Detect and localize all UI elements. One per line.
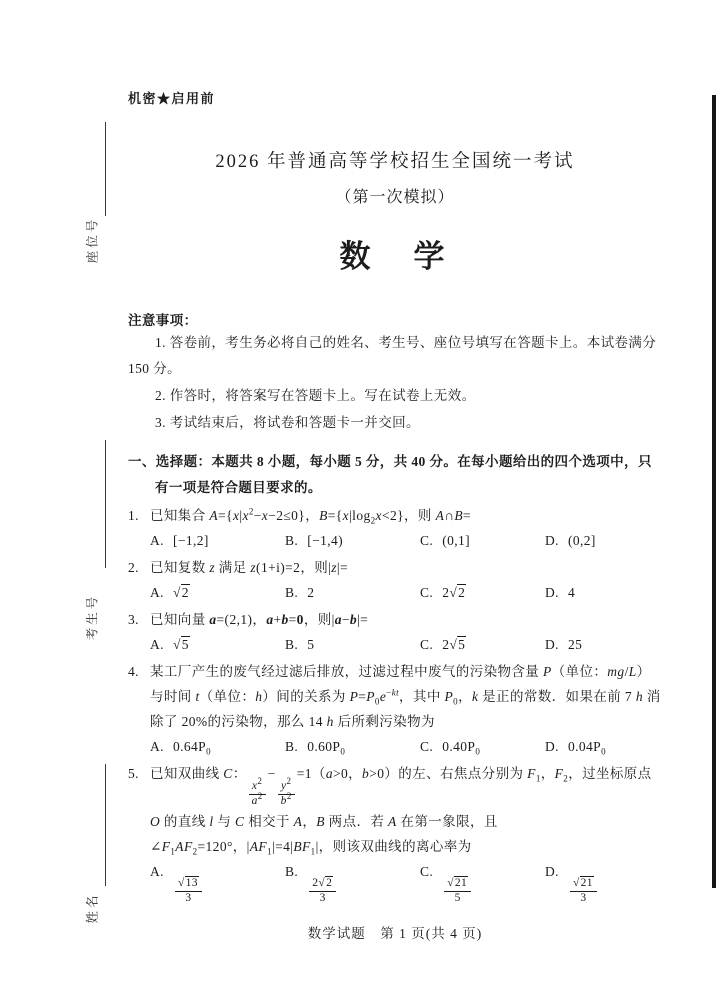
question-2-body: 已知复数 z 满足 z(1+i)=2，则|z|=: [150, 560, 348, 575]
q2-option-c: [420, 580, 545, 605]
q5-option-a: [150, 859, 285, 907]
q3-option-d-text: 25: [567, 637, 583, 652]
q5-option-d: [545, 859, 662, 907]
question-5: [128, 761, 662, 859]
exam-content: [128, 88, 662, 942]
q1-option-c-text: (0,1]: [442, 533, 471, 548]
section-heading: 一、选择题：本题共 8 小题，每小题 5 分，共 40 分。在每小题给出的四个选项中，只有一项是符合题目要求的。: [128, 454, 652, 495]
q1-option-b: [285, 528, 420, 553]
question-3-options: [150, 632, 662, 657]
q3-option-b-text: 5: [307, 637, 315, 652]
notice-item-3: 3. 考试结束后，将试卷和答题卡一并交回。: [155, 415, 420, 430]
q1-option-b-text: [−1,4): [307, 533, 344, 548]
side-label-candidate-number: 考生号: [85, 593, 100, 641]
q5-option-d-text: $\frac{√21}{3}$: [568, 864, 599, 879]
q2-option-b-text: 2: [307, 585, 315, 600]
q2-option-b: [285, 580, 420, 605]
subject-title: 数 学: [339, 239, 451, 274]
q3-option-b: [285, 632, 420, 657]
q5-option-a-label: A.: [150, 863, 164, 879]
question-1-number: 1.: [128, 508, 139, 523]
q2-option-b-label: B.: [285, 585, 299, 600]
q2-option-d-text: 4: [567, 585, 576, 600]
q5-option-b-text: $\frac{2√2}{3}$: [307, 864, 338, 879]
q2-option-d-label: D.: [545, 585, 559, 600]
q2-option-d: [545, 580, 662, 605]
q2-option-c-text: 2√2: [442, 585, 466, 600]
question-2-number: 2.: [128, 560, 139, 575]
q1-option-a: [150, 528, 285, 553]
question-1: [128, 503, 662, 528]
q1-option-d-label: D.: [545, 533, 559, 548]
name-line: [105, 764, 106, 886]
q1-option-d-text: (0,2]: [567, 533, 596, 548]
q3-option-c-label: C.: [420, 637, 434, 652]
question-5-body: 已知双曲线 C： $\frac{x^2}{a^2}$ − $\frac{y^2}{b^2}$ =1（a>0，b>0）的左、右焦点分别为 $F_1$，$F_2$，过坐标原点 O 的直线 l 与 C 相交于 A，B 两点．若 A 在第一象限，且$\angle F_1AF_2=120^\circ$，$|AF_1|=4|BF_1|$，则该双曲线的离心率为: [150, 766, 652, 857]
question-2: [128, 555, 662, 580]
question-1-options: [150, 528, 662, 553]
q4-option-a-text: $0.64P_0$: [172, 739, 211, 757]
q4-option-d-label: D.: [545, 739, 559, 754]
q5-option-a-text: $\frac{√13}{3}$: [173, 864, 204, 879]
q4-option-b-text: $0.60P_0$: [307, 739, 346, 757]
page-edge-divider: [712, 95, 716, 888]
q3-option-c: [420, 632, 545, 657]
q3-option-a-label: A.: [150, 637, 164, 652]
q3-option-d-label: D.: [545, 637, 559, 652]
page-footer: 数学试题 第 1 页(共 4 页): [307, 926, 483, 942]
q5-option-c: [420, 859, 545, 907]
q5-option-b: [285, 859, 420, 907]
q1-option-c-label: C.: [420, 533, 434, 548]
q5-option-b-label: B.: [285, 863, 299, 879]
q4-option-d-text: $0.04P_0$: [567, 739, 606, 757]
notice-item-1: 1. 答卷前，考生务必将自己的姓名、考生号、座位号填写在答题卡上。本试卷满分 150 分。: [128, 335, 657, 376]
q2-option-a-text: √2: [172, 585, 189, 600]
q4-option-a-label: A.: [150, 739, 164, 754]
question-1-body: 已知集合 $A=\{x|x^2-x-2\le 0\}$，$B=\{x|\log_2x<2\}$，则 A∩B=: [150, 506, 472, 526]
q1-option-a-label: A.: [150, 533, 164, 548]
q4-option-b-label: B.: [285, 739, 299, 754]
q3-option-b-label: B.: [285, 637, 299, 652]
candidate-number-line: [105, 440, 106, 568]
question-3: [128, 607, 662, 632]
q4-option-d: [545, 734, 662, 759]
q2-option-a: [150, 580, 285, 605]
q4-option-b: [285, 734, 420, 759]
q4-option-a: [150, 734, 285, 759]
q1-option-c: [420, 528, 545, 553]
q4-option-c-text: $0.40P_0$: [442, 739, 481, 757]
q5-option-c-text: $\frac{√21}{5}$: [442, 864, 473, 879]
q3-option-c-text: 2√5: [442, 637, 466, 652]
q1-option-b-label: B.: [285, 533, 299, 548]
q2-option-a-label: A.: [150, 585, 164, 600]
exam-title: 2026 年普通高等学校招生全国统一考试: [215, 152, 575, 172]
question-3-body: 已知向量 a=(2,1)，a+b=0，则|a−b|=: [150, 612, 369, 627]
exam-subtitle: （第一次模拟）: [335, 189, 455, 206]
q1-option-d: [545, 528, 662, 553]
question-4-number: 4.: [128, 664, 139, 679]
q2-option-c-label: C.: [420, 585, 434, 600]
notice-item-2: 2. 作答时，将答案写在答题卡上。写在试卷上无效。: [155, 388, 476, 403]
q5-option-d-label: D.: [545, 863, 559, 879]
notice-section: [128, 309, 662, 436]
side-label-name: 姓名: [85, 892, 100, 924]
q1-option-a-text: [−1,2]: [172, 533, 209, 548]
question-4-body: 某工厂产生的废气经过滤后排放，过滤过程中废气的污染物含量 P（单位：mg/L）与时间 t（单位：h）间的关系为 $P=P_0e^{-kt}$，其中 $P_0$，k 是正的常数．如果在前 7 h 消除了 20%的污染物，那么 14 h 后所剩污染物为: [150, 664, 661, 729]
q3-option-a-text: √5: [172, 637, 189, 652]
question-3-number: 3.: [128, 612, 139, 627]
q4-option-c-label: C.: [420, 739, 434, 754]
notice-heading: 注意事项：: [128, 313, 198, 328]
question-2-options: [150, 580, 662, 605]
question-4: [128, 659, 662, 734]
q5-option-c-label: C.: [420, 863, 434, 879]
question-4-options: [150, 734, 662, 759]
question-5-options: [150, 859, 662, 907]
side-label-seat-number: 座位号: [85, 216, 100, 264]
q3-option-d: [545, 632, 662, 657]
q3-option-a: [150, 632, 285, 657]
classification-label: 机密★启用前: [128, 91, 216, 106]
q4-option-c: [420, 734, 545, 759]
question-5-number: 5.: [128, 766, 139, 781]
seat-number-line: [105, 122, 106, 216]
